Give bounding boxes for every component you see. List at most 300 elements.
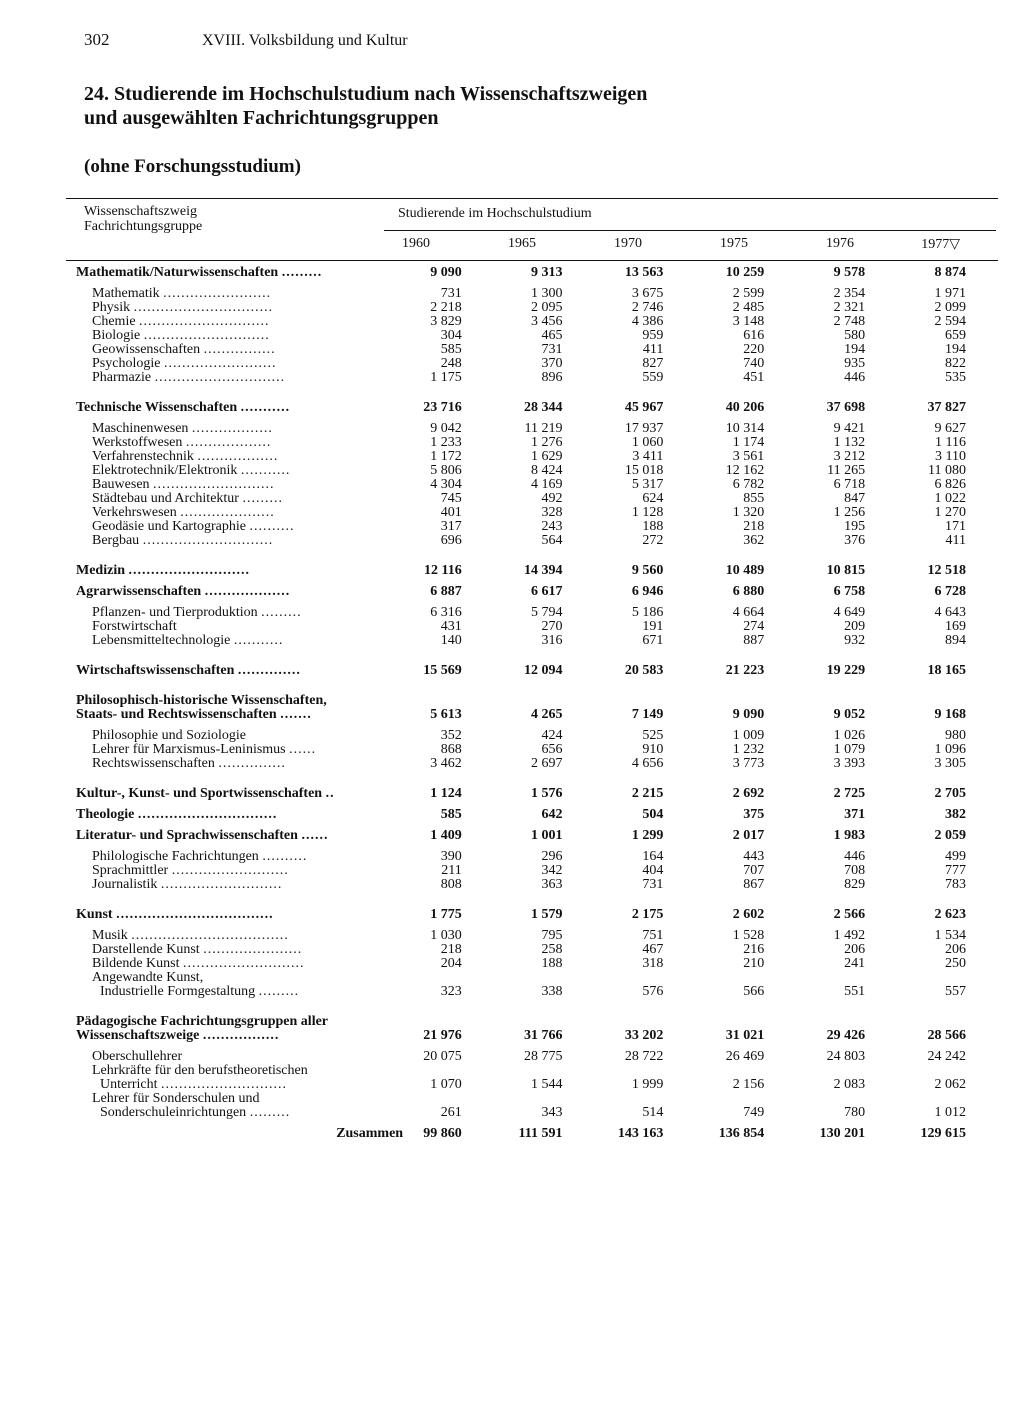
leader-dots: ........................... — [183, 957, 305, 971]
subcategory-row — [66, 371, 966, 385]
value-cell: 656 — [541, 742, 563, 757]
header-bottom-rule — [66, 260, 998, 261]
row-label — [66, 694, 409, 708]
value-cell: 26 469 — [725, 1049, 765, 1064]
leader-dots: .. — [325, 787, 335, 801]
value-cell: 5 186 — [631, 605, 664, 620]
value-cell: 9 560 — [631, 563, 664, 578]
value-cell: 1 009 — [732, 728, 765, 743]
value-cell: 23 716 — [423, 400, 462, 415]
value-cell: 188 — [642, 519, 664, 534]
row-label — [66, 829, 409, 843]
leader-dots: ...... — [301, 829, 329, 843]
row-label — [66, 464, 409, 478]
value-cell — [462, 694, 563, 708]
leader-dots: .......... — [249, 520, 295, 534]
value-cell: 6 782 — [732, 477, 765, 492]
top-rule — [66, 198, 998, 199]
value-cell: 9 578 — [833, 265, 866, 280]
value-cell: 19 229 — [826, 663, 866, 678]
row-label — [66, 343, 409, 357]
value-cell: 855 — [743, 491, 765, 506]
value-cell: 959 — [642, 328, 664, 343]
row-label-text: Städtebau und Architektur — [92, 492, 239, 506]
subcategory-row — [66, 520, 966, 534]
value-cell: 111 591 — [518, 1126, 563, 1141]
spacer-cell — [66, 385, 966, 401]
value-cell: 2 175 — [631, 907, 664, 922]
value-cell — [865, 694, 966, 708]
value-cell: 316 — [541, 633, 563, 648]
value-cell: 1 983 — [833, 828, 866, 843]
subcategory-row — [66, 506, 966, 520]
value-cell: 777 — [945, 863, 966, 878]
spacer-cell — [66, 801, 966, 808]
value-cell — [663, 971, 764, 985]
value-cell: 37 827 — [927, 400, 966, 415]
value-cell: 171 — [945, 519, 966, 534]
row-spacer — [66, 999, 966, 1015]
value-cell: 2 599 — [732, 286, 765, 301]
value-cell: 40 206 — [725, 400, 765, 415]
value-cell: 6 946 — [631, 584, 664, 599]
year-header: 1977▽ — [921, 237, 960, 252]
subcategory-row — [66, 329, 966, 343]
value-cell: 585 — [440, 807, 462, 822]
row-label-text: Bauwesen — [92, 478, 150, 492]
category-row — [66, 1015, 966, 1029]
value-cell: 6 617 — [531, 584, 563, 599]
value-cell: 580 — [844, 328, 866, 343]
row-label-text: Werkstoffwesen — [92, 436, 183, 450]
leader-dots: ........................... — [153, 478, 275, 492]
row-spacer — [66, 280, 966, 287]
row-spacer — [66, 385, 966, 401]
row-label-text: Geowissenschaften — [92, 343, 201, 357]
value-cell — [563, 1064, 664, 1078]
value-cell: 4 656 — [631, 756, 664, 771]
value-cell: 1 544 — [531, 1077, 563, 1092]
row-spacer — [66, 843, 966, 850]
value-cell: 551 — [844, 984, 866, 999]
leader-dots: ........................... — [128, 564, 250, 578]
value-cell: 1 999 — [631, 1077, 664, 1092]
row-label — [66, 729, 409, 743]
row-label-text: Literatur- und Sprachwissenschaften — [76, 829, 298, 843]
row-label — [66, 422, 409, 436]
value-cell: 323 — [440, 984, 462, 999]
row-label-text: Industrielle Formgestaltung — [100, 985, 256, 999]
value-cell: 363 — [541, 877, 563, 892]
leader-dots: ........................ — [163, 287, 272, 301]
value-cell: 446 — [844, 370, 866, 385]
value-cell: 3 462 — [430, 756, 462, 771]
row-label — [66, 757, 409, 771]
row-spacer — [66, 415, 966, 422]
value-cell: 28 344 — [524, 400, 563, 415]
spacer-cell — [66, 548, 966, 564]
subcategory-row — [66, 729, 966, 743]
row-label — [66, 808, 409, 822]
value-cell: 868 — [440, 742, 462, 757]
value-cell: 21 976 — [423, 1028, 462, 1043]
leader-dots: ................... — [185, 436, 272, 450]
value-cell: 31 021 — [725, 1028, 765, 1043]
value-cell: 1 001 — [531, 828, 563, 843]
value-cell: 10 815 — [826, 563, 866, 578]
value-cell — [764, 1092, 865, 1106]
leader-dots: .............. — [237, 664, 301, 678]
value-cell — [462, 1092, 563, 1106]
row-label-text: Sonderschuleinrichtungen — [100, 1106, 247, 1120]
value-cell: 1 022 — [934, 491, 966, 506]
value-cell: 404 — [642, 863, 664, 878]
group-rule — [384, 230, 996, 231]
value-cell: 2 095 — [531, 300, 563, 315]
value-cell: 894 — [945, 633, 966, 648]
value-cell: 557 — [945, 984, 966, 999]
row-spacer — [66, 822, 966, 829]
value-cell: 2 215 — [631, 786, 664, 801]
category-row — [66, 808, 966, 822]
leader-dots: ............................. — [139, 315, 270, 329]
value-cell: 241 — [844, 956, 866, 971]
subcategory-row — [66, 957, 966, 971]
value-cell: 6 880 — [732, 584, 765, 599]
value-cell: 5 317 — [631, 477, 664, 492]
value-cell — [409, 694, 462, 708]
value-cell: 17 937 — [624, 421, 664, 436]
row-spacer — [66, 922, 966, 929]
row-label — [66, 743, 409, 757]
value-cell — [409, 1015, 462, 1029]
subcategory-row — [66, 1064, 966, 1078]
subcategory-row — [66, 606, 966, 620]
value-cell: 1 175 — [430, 370, 462, 385]
row-label — [66, 1078, 409, 1092]
value-cell: 5 794 — [531, 605, 563, 620]
value-cell: 1 026 — [833, 728, 866, 743]
total-row — [66, 1127, 966, 1141]
subcategory-row — [66, 357, 966, 371]
row-label — [66, 1050, 409, 1064]
value-cell: 411 — [642, 342, 664, 357]
row-label — [66, 371, 409, 385]
value-cell: 431 — [440, 619, 462, 634]
value-cell — [663, 1015, 764, 1029]
column-group-header: Studierende im Hochschulstudium — [398, 206, 592, 221]
value-cell: 15 018 — [624, 463, 664, 478]
value-cell: 296 — [541, 849, 563, 864]
value-cell: 10 259 — [725, 265, 765, 280]
value-cell: 535 — [945, 370, 966, 385]
row-label-text: Chemie — [92, 315, 136, 329]
value-cell: 2 485 — [732, 300, 765, 315]
value-cell: 1 096 — [934, 742, 966, 757]
leader-dots: ........................... — [160, 878, 283, 892]
row-label-text: Journalistik — [92, 878, 158, 892]
value-cell: 12 116 — [424, 563, 462, 578]
row-label-text: Verkehrswesen — [92, 506, 177, 520]
value-cell — [865, 1092, 966, 1106]
value-cell: 9 042 — [430, 421, 462, 436]
value-cell: 169 — [945, 619, 966, 634]
value-cell: 1 528 — [732, 928, 765, 943]
row-label-text: Lehrer für Sonderschulen und — [92, 1092, 260, 1106]
value-cell: 624 — [642, 491, 664, 506]
value-cell: 499 — [945, 849, 966, 864]
value-cell — [663, 694, 764, 708]
row-label — [66, 908, 409, 922]
value-cell: 20 075 — [423, 1049, 462, 1064]
row-label — [66, 329, 409, 343]
category-row — [66, 585, 966, 599]
value-cell: 525 — [642, 728, 664, 743]
value-cell: 731 — [440, 286, 462, 301]
value-cell: 1 775 — [430, 907, 462, 922]
row-label-text: Oberschullehrer — [92, 1050, 183, 1064]
subcategory-row — [66, 850, 966, 864]
value-cell: 12 518 — [927, 563, 966, 578]
value-cell: 362 — [743, 533, 765, 548]
row-label-text: Pharmazie — [92, 371, 152, 385]
value-cell: 745 — [440, 491, 462, 506]
value-cell: 33 202 — [624, 1028, 664, 1043]
value-cell: 451 — [743, 370, 765, 385]
leader-dots: ..................... — [180, 506, 275, 520]
row-label — [66, 864, 409, 878]
value-cell: 2 725 — [833, 786, 866, 801]
year-header: 1975 — [720, 236, 748, 251]
spacer-cell — [66, 678, 966, 694]
value-cell: 28 566 — [927, 1028, 966, 1043]
category-row — [66, 564, 966, 578]
value-cell: 3 456 — [531, 314, 563, 329]
value-cell: 218 — [440, 942, 462, 957]
value-cell — [563, 971, 664, 985]
row-spacer — [66, 599, 966, 606]
value-cell: 2 602 — [732, 907, 765, 922]
value-cell: 4 304 — [430, 477, 462, 492]
leader-dots: ........... — [233, 634, 284, 648]
category-row — [66, 266, 966, 280]
value-cell: 9 627 — [934, 421, 966, 436]
row-spacer — [66, 678, 966, 694]
value-cell: 1 971 — [934, 286, 966, 301]
value-cell: 8 874 — [934, 265, 966, 280]
subcategory-row — [66, 315, 966, 329]
value-cell: 2 705 — [934, 786, 966, 801]
value-cell: 559 — [642, 370, 664, 385]
leader-dots: ............................... — [137, 808, 278, 822]
value-cell: 10 314 — [725, 421, 765, 436]
value-cell: 382 — [945, 807, 966, 822]
value-cell: 1 299 — [631, 828, 664, 843]
value-cell: 3 212 — [833, 449, 866, 464]
value-cell: 1 492 — [833, 928, 866, 943]
value-cell: 867 — [743, 877, 765, 892]
row-label-text: Pflanzen- und Tierproduktion — [92, 606, 258, 620]
value-cell: 37 698 — [826, 400, 866, 415]
value-cell: 376 — [844, 533, 866, 548]
value-cell: 194 — [945, 342, 966, 357]
value-cell: 6 826 — [934, 477, 966, 492]
value-cell: 696 — [440, 533, 462, 548]
year-header: 1960 — [402, 236, 430, 251]
spacer-cell — [66, 722, 966, 729]
value-cell: 3 110 — [935, 449, 966, 464]
value-cell: 1 270 — [934, 505, 966, 520]
leader-dots: ........... — [240, 401, 291, 415]
value-cell: 8 424 — [531, 463, 563, 478]
value-cell — [409, 1092, 462, 1106]
subcategory-row — [66, 422, 966, 436]
subcategory-row — [66, 878, 966, 892]
row-label — [66, 985, 409, 999]
value-cell: 932 — [844, 633, 866, 648]
value-cell: 1 233 — [430, 435, 462, 450]
row-label-text: Philologische Fachrichtungen — [92, 850, 259, 864]
value-cell — [764, 1064, 865, 1078]
row-label — [66, 1106, 409, 1120]
leader-dots: .......................... — [171, 864, 289, 878]
value-cell: 1 320 — [732, 505, 765, 520]
leader-dots: ......... — [261, 606, 302, 620]
row-spacer — [66, 771, 966, 787]
value-cell: 1 300 — [531, 286, 563, 301]
value-cell: 9 168 — [934, 707, 966, 722]
row-label-text: Wirtschaftswissenschaften — [76, 664, 235, 678]
subcategory-row — [66, 464, 966, 478]
row-label-text: Angewandte Kunst, — [92, 971, 204, 985]
row-label — [66, 1015, 409, 1029]
row-label-text: Wissenschaftszweige — [76, 1029, 200, 1043]
row-label-text: Lehrkräfte für den berufstheoretischen — [92, 1064, 308, 1078]
subcategory-row — [66, 534, 966, 548]
table-title-line2: und ausgewählten Fachrichtungsgruppen — [84, 107, 439, 129]
value-cell: 18 165 — [927, 663, 966, 678]
value-cell: 887 — [743, 633, 765, 648]
subcategory-row — [66, 1050, 966, 1064]
row-label — [66, 620, 409, 634]
value-cell: 1 629 — [531, 449, 563, 464]
page-number: 302 — [84, 30, 110, 49]
row-label-text: Philosophie und Soziologie — [92, 729, 246, 743]
value-cell — [663, 1064, 764, 1078]
value-cell: 2 321 — [833, 300, 866, 315]
subcategory-row — [66, 1078, 966, 1092]
value-cell: 4 643 — [934, 605, 966, 620]
category-row — [66, 829, 966, 843]
value-cell: 3 148 — [732, 314, 765, 329]
value-cell: 2 083 — [833, 1077, 866, 1092]
value-cell: 164 — [642, 849, 664, 864]
row-label — [66, 664, 409, 678]
value-cell: 10 489 — [725, 563, 765, 578]
row-spacer — [66, 578, 966, 585]
value-cell — [409, 971, 462, 985]
value-cell: 2 746 — [631, 300, 664, 315]
spacer-cell — [66, 999, 966, 1015]
value-cell: 328 — [541, 505, 563, 520]
value-cell: 1 232 — [732, 742, 765, 757]
leader-dots: ................... — [204, 585, 291, 599]
value-cell: 424 — [541, 728, 563, 743]
value-cell: 1 172 — [430, 449, 462, 464]
row-label — [66, 287, 409, 301]
value-cell: 411 — [945, 533, 966, 548]
category-row — [66, 664, 966, 678]
row-label-text: Forstwirtschaft — [92, 620, 177, 634]
value-cell: 15 569 — [423, 663, 462, 678]
value-cell: 216 — [743, 942, 765, 957]
value-cell — [764, 1015, 865, 1029]
value-cell: 28 722 — [624, 1049, 664, 1064]
data-table — [66, 266, 966, 1141]
value-cell: 2 156 — [732, 1077, 765, 1092]
value-cell: 3 561 — [732, 449, 765, 464]
category-row — [66, 787, 966, 801]
row-label-text: Lehrer für Marxismus-Leninismus — [92, 743, 286, 757]
value-cell: 3 393 — [833, 756, 866, 771]
value-cell: 248 — [440, 356, 462, 371]
leader-dots: ................ — [203, 343, 276, 357]
row-label-text: Darstellende Kunst — [92, 943, 200, 957]
value-cell: 2 218 — [430, 300, 462, 315]
value-cell: 492 — [541, 491, 563, 506]
value-cell: 9 313 — [531, 265, 563, 280]
value-cell: 1 132 — [833, 435, 866, 450]
leader-dots: ........... — [240, 464, 291, 478]
row-label — [66, 850, 409, 864]
value-cell: 371 — [844, 807, 866, 822]
value-cell: 1 174 — [732, 435, 765, 450]
value-cell: 740 — [743, 356, 765, 371]
value-cell: 9 052 — [833, 707, 866, 722]
value-cell: 195 — [844, 519, 866, 534]
subcategory-row — [66, 864, 966, 878]
row-label — [66, 436, 409, 450]
row-spacer — [66, 648, 966, 664]
leader-dots: ............................ — [143, 329, 270, 343]
spacer-cell — [66, 280, 966, 287]
value-cell: 370 — [541, 356, 563, 371]
value-cell: 14 394 — [524, 563, 563, 578]
row-label — [66, 1127, 409, 1141]
value-cell: 204 — [440, 956, 462, 971]
value-cell: 829 — [844, 877, 866, 892]
value-cell — [865, 971, 966, 985]
value-cell: 576 — [642, 984, 664, 999]
value-cell: 206 — [844, 942, 866, 957]
value-cell: 2 566 — [833, 907, 866, 922]
row-label-text: Philosophisch-historische Wissenschaften, — [76, 694, 327, 708]
value-cell: 980 — [945, 728, 966, 743]
value-cell: 6 887 — [430, 584, 462, 599]
value-cell: 504 — [642, 807, 664, 822]
value-cell: 751 — [642, 928, 664, 943]
value-cell: 4 386 — [631, 314, 664, 329]
value-cell: 9 421 — [833, 421, 866, 436]
spacer-cell — [66, 922, 966, 929]
row-label — [66, 787, 409, 801]
value-cell: 585 — [440, 342, 462, 357]
value-cell: 1 060 — [631, 435, 664, 450]
value-cell: 514 — [642, 1105, 664, 1120]
value-cell: 211 — [441, 863, 462, 878]
row-label — [66, 492, 409, 506]
subcategory-row — [66, 1106, 966, 1120]
